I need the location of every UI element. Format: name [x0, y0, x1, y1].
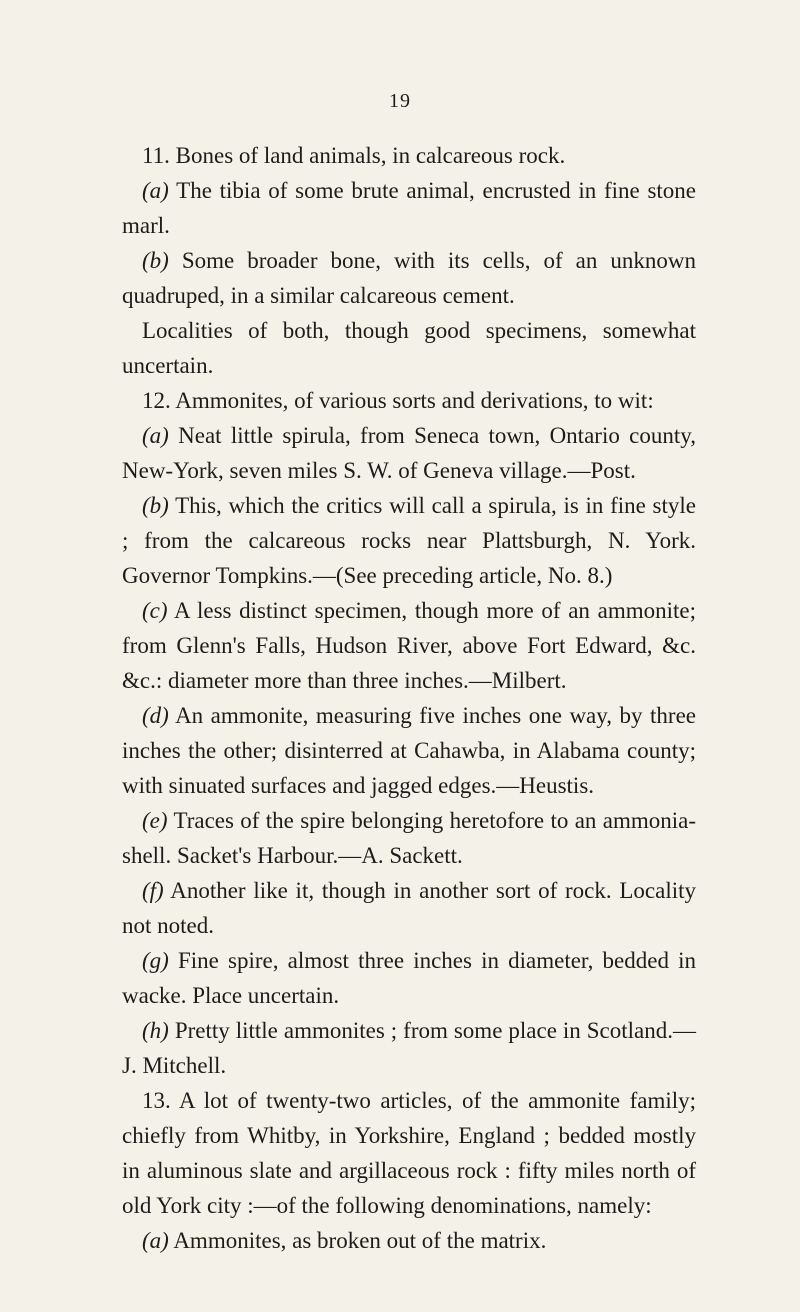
item-letter: (f)	[142, 878, 164, 903]
paragraph-12c	[122, 593, 696, 698]
paragraph-text: Localities of both, though good specimens, somewhat uncertain.	[122, 318, 696, 378]
paragraph-11a	[122, 173, 696, 243]
paragraph-11b	[122, 243, 696, 313]
item-letter: (b)	[142, 493, 169, 518]
paragraph-12f	[122, 873, 696, 943]
paragraph-13a	[122, 1223, 696, 1258]
paragraph-11	[122, 138, 696, 173]
paragraph-text: A lot of twenty-two articles, of the ammonite family; chiefly from Whitby, in Yorkshire, England ; bedded mostly in aluminous slate and argillaceous rock : fifty miles north of old York city :—of the following denominations, namely:	[122, 1088, 697, 1218]
paragraph-12d	[122, 698, 696, 803]
paragraph-text: Traces of the spire belonging heretofore to an ammonia-shell. Sacket's Harbour.—A. Sackett.	[122, 808, 696, 868]
item-letter: (d)	[142, 703, 169, 728]
item-number: 11.	[142, 143, 170, 168]
paragraph-12	[122, 383, 696, 418]
paragraph-text: Neat little spirula, from Seneca town, Ontario county, New-York, seven miles S. W. of Geneva village.—Post.	[122, 423, 697, 483]
item-letter: (a)	[142, 178, 169, 203]
item-letter: (b)	[142, 248, 169, 273]
paragraph-text: Another like it, though in another sort of rock. Locality not noted.	[122, 878, 696, 938]
item-letter: (c)	[142, 598, 168, 623]
paragraph-12a	[122, 418, 696, 488]
paragraph-12b	[122, 488, 696, 593]
paragraph-text: This, which the critics will call a spirula, is in fine style ; from the calcareous rocks near Plattsburgh, N. York. Governor Tompkins.—(See preceding article, No. 8.)	[122, 493, 696, 588]
page-number: 19	[389, 90, 411, 112]
paragraph-12h	[122, 1013, 696, 1083]
paragraph-text: Ammonites, as broken out of the matrix.	[173, 1228, 547, 1253]
paragraph-text: A less distinct specimen, though more of an ammonite; from Glenn's Falls, Hudson River, above Fort Edward, &c. &c.: diameter more than three inches.—Milbert.	[122, 598, 696, 693]
paragraph-12g	[122, 943, 696, 1013]
item-letter: (h)	[142, 1018, 169, 1043]
paragraph-localities	[122, 313, 696, 383]
paragraph-text: Ammonites, of various sorts and derivations, to wit:	[175, 388, 654, 413]
item-letter: (e)	[142, 808, 168, 833]
paragraph-text: An ammonite, measuring five inches one way, by three inches the other; disinterred at Cahawba, in Alabama county; with sinuated surfaces and jagged edges.—Heustis.	[122, 703, 696, 798]
paragraph-text: Pretty little ammonites ; from some place in Scotland.—J. Mitchell.	[122, 1018, 696, 1078]
item-letter: (g)	[142, 948, 169, 973]
paragraph-text: Some broader bone, with its cells, of an unknown quadruped, in a similar calcareous cement.	[122, 248, 696, 308]
paragraph-12e	[122, 803, 696, 873]
paragraph-13	[122, 1083, 696, 1223]
paragraph-text: The tibia of some brute animal, encrusted in fine stone marl.	[122, 178, 697, 238]
text-column	[122, 138, 696, 1258]
item-letter: (a)	[142, 423, 169, 448]
paragraph-text: Bones of land animals, in calcareous rock.	[175, 143, 566, 168]
item-number: 13.	[142, 1088, 171, 1113]
paragraph-text: Fine spire, almost three inches in diameter, bedded in wacke. Place uncertain.	[122, 948, 697, 1008]
item-letter: (a)	[142, 1228, 169, 1253]
item-number: 12.	[142, 388, 171, 413]
